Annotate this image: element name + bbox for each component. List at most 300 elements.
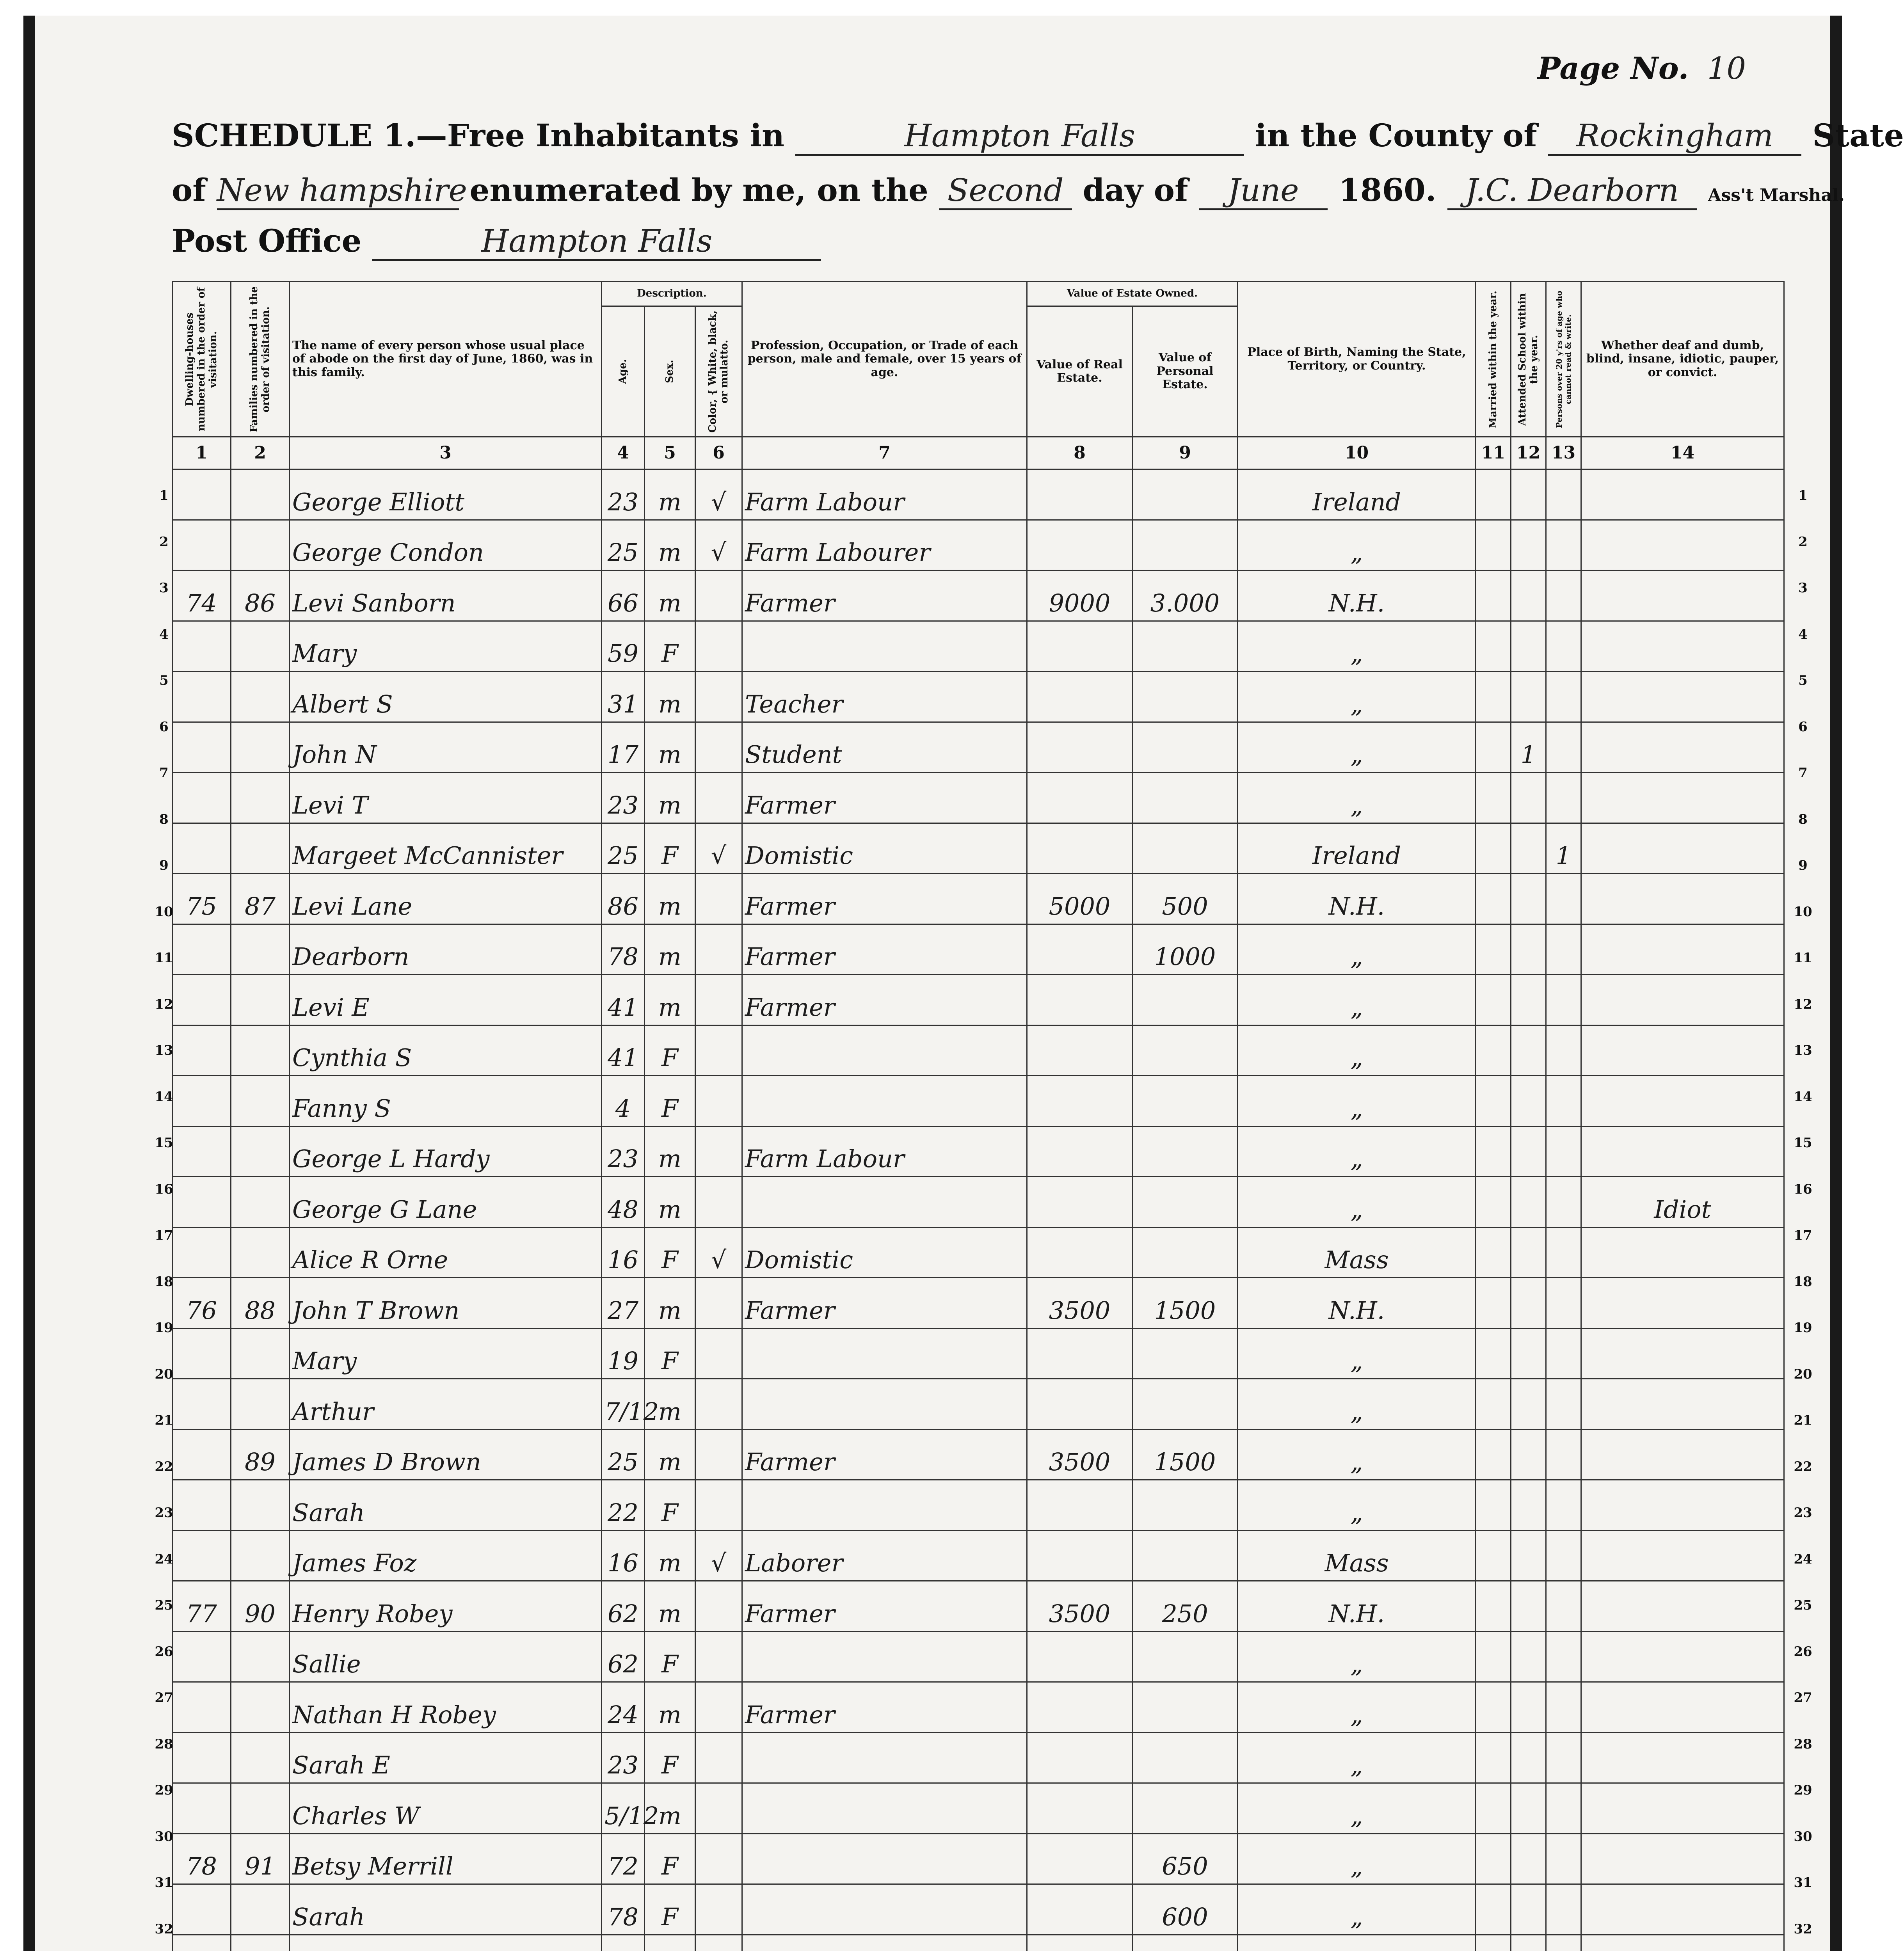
age-cell: 4 — [602, 1076, 645, 1127]
real-estate-cell — [1027, 1227, 1132, 1278]
sex-cell: F — [645, 1025, 695, 1076]
sex-cell: m — [645, 1379, 695, 1430]
birthplace-cell: „ — [1238, 1834, 1476, 1884]
line-number: 15 — [1794, 1135, 1812, 1151]
line-number: 9 — [1798, 858, 1808, 873]
dwelling-number — [172, 1935, 231, 1951]
family-number: 91 — [231, 1834, 290, 1884]
sex-cell: F — [645, 1884, 695, 1935]
line-number: 2 — [1798, 534, 1808, 550]
personal-estate-cell — [1132, 469, 1238, 520]
cannot-read-cell — [1546, 1076, 1581, 1127]
color-cell — [695, 722, 742, 773]
sex-cell: F — [645, 1076, 695, 1127]
married-cell — [1476, 1328, 1511, 1379]
school-cell — [1511, 1834, 1546, 1884]
married-cell — [1476, 1076, 1511, 1127]
age-cell: 7/12 — [602, 1379, 645, 1430]
line-number: 27 — [1794, 1690, 1812, 1706]
condition-cell — [1581, 672, 1784, 722]
occupation-cell: Farmer — [742, 1682, 1027, 1733]
married-cell — [1476, 1732, 1511, 1783]
birthplace-cell: „ — [1238, 975, 1476, 1025]
dwelling-number — [172, 1025, 231, 1076]
color-cell — [695, 975, 742, 1025]
personal-estate-cell — [1132, 1631, 1238, 1682]
dwelling-number — [172, 1884, 231, 1935]
color-cell — [695, 1480, 742, 1531]
person-name: Nathan H Robey — [290, 1682, 602, 1733]
dwelling-number — [172, 1682, 231, 1733]
line-number: 1 — [1798, 488, 1808, 503]
line-number: 8 — [159, 811, 169, 827]
condition-cell — [1581, 1530, 1784, 1581]
real-estate-cell — [1027, 1732, 1132, 1783]
col-color-head: Color, { White, black, or mulatto. — [695, 306, 742, 437]
school-cell — [1511, 1429, 1546, 1480]
personal-estate-cell — [1132, 975, 1238, 1025]
married-cell — [1476, 1379, 1511, 1430]
post-office-label: Post Office — [172, 222, 362, 259]
condition-cell: Idiot — [1581, 1177, 1784, 1228]
married-cell — [1476, 1480, 1511, 1531]
state-value: New hampshire — [217, 172, 459, 210]
family-number — [231, 722, 290, 773]
married-cell — [1476, 1177, 1511, 1228]
col-birthplace-head: Place of Birth, Naming the State, Territory, or Country. — [1238, 282, 1476, 437]
dwelling-number — [172, 823, 231, 874]
dwelling-number — [172, 1480, 231, 1531]
school-cell — [1511, 1884, 1546, 1935]
real-estate-cell — [1027, 1076, 1132, 1127]
color-cell — [695, 1025, 742, 1076]
line-number: 11 — [155, 950, 173, 966]
age-cell: 16 — [602, 1227, 645, 1278]
birthplace-cell: „ — [1238, 1429, 1476, 1480]
married-cell — [1476, 1278, 1511, 1329]
occupation-cell — [742, 1177, 1027, 1228]
personal-estate-cell: 600 — [1132, 1884, 1238, 1935]
cannot-read-cell — [1546, 1682, 1581, 1733]
post-office-value: Hampton Falls — [372, 223, 821, 261]
line-number: 19 — [1794, 1320, 1812, 1336]
real-estate-cell — [1027, 1935, 1132, 1951]
line-number: 27 — [155, 1690, 173, 1706]
table-row — [172, 1935, 1784, 1951]
line-number: 19 — [155, 1320, 173, 1336]
personal-estate-cell — [1132, 1480, 1238, 1531]
line-number: 25 — [1794, 1597, 1812, 1613]
line-number: 31 — [155, 1875, 173, 1891]
married-cell — [1476, 570, 1511, 621]
cannot-read-cell — [1546, 874, 1581, 924]
line-number: 6 — [159, 719, 169, 735]
dwelling-number — [172, 1379, 231, 1430]
family-number: 86 — [231, 570, 290, 621]
family-number — [231, 469, 290, 520]
real-estate-cell — [1027, 1884, 1132, 1935]
condition-cell — [1581, 1631, 1784, 1682]
birthplace-cell: „ — [1238, 1884, 1476, 1935]
married-cell — [1476, 1126, 1511, 1177]
sex-cell: F — [645, 1834, 695, 1884]
color-cell — [695, 1076, 742, 1127]
line-number: 7 — [159, 765, 169, 781]
line-number: 4 — [1798, 626, 1808, 642]
school-cell — [1511, 1177, 1546, 1228]
occupation-cell: Farmer — [742, 1581, 1027, 1632]
line-number: 21 — [1794, 1413, 1812, 1428]
year-value: 1860. — [1339, 172, 1436, 208]
family-number — [231, 924, 290, 975]
birthplace-cell: „ — [1238, 1631, 1476, 1682]
occupation-cell: Student — [742, 722, 1027, 773]
cannot-read-cell — [1546, 924, 1581, 975]
birthplace-cell: „ — [1238, 1379, 1476, 1430]
occupation-cell: Farmer — [742, 773, 1027, 823]
married-cell — [1476, 621, 1511, 672]
condition-cell — [1581, 823, 1784, 874]
real-estate-cell — [1027, 1530, 1132, 1581]
line-number: 26 — [1794, 1644, 1812, 1660]
school-cell — [1511, 1530, 1546, 1581]
marshal-label: Ass't Marshal. — [1708, 185, 1845, 205]
line-number: 23 — [155, 1505, 173, 1521]
person-name: George Elliott — [290, 469, 602, 520]
line-number: 16 — [1794, 1181, 1812, 1197]
condition-cell — [1581, 1884, 1784, 1935]
table-row — [172, 773, 1784, 823]
personal-estate-cell — [1132, 1732, 1238, 1783]
color-cell — [695, 570, 742, 621]
color-cell — [695, 1278, 742, 1329]
column-number: 7 — [742, 437, 1027, 469]
birthplace-cell: Mass — [1238, 1530, 1476, 1581]
personal-estate-cell — [1132, 1227, 1238, 1278]
age-cell: 48 — [602, 1177, 645, 1228]
table-row — [172, 1581, 1784, 1632]
color-cell — [695, 1935, 742, 1951]
table-row — [172, 1126, 1784, 1177]
color-cell: √ — [695, 1530, 742, 1581]
sex-cell: F — [645, 621, 695, 672]
age-cell: 86 — [602, 874, 645, 924]
occupation-cell: Farmer — [742, 924, 1027, 975]
real-estate-cell: 3500 — [1027, 1278, 1132, 1329]
color-cell: √ — [695, 469, 742, 520]
column-number: 13 — [1546, 437, 1581, 469]
occupation-cell — [742, 1834, 1027, 1884]
age-cell: 22 — [602, 1480, 645, 1531]
cannot-read-cell — [1546, 1328, 1581, 1379]
table-row — [172, 1732, 1784, 1783]
person-name: Sarah E — [290, 1732, 602, 1783]
line-number: 14 — [155, 1089, 173, 1105]
person-name: Levi T — [290, 773, 602, 823]
dwelling-number — [172, 1732, 231, 1783]
condition-cell — [1581, 874, 1784, 924]
birthplace-cell: N.H. — [1238, 874, 1476, 924]
cannot-read-cell — [1546, 1480, 1581, 1531]
dwelling-number — [172, 1530, 231, 1581]
family-number — [231, 1126, 290, 1177]
color-cell: √ — [695, 823, 742, 874]
real-estate-cell: 9000 — [1027, 570, 1132, 621]
age-cell: 16 — [602, 1530, 645, 1581]
condition-cell — [1581, 722, 1784, 773]
person-name: Levi Sanborn — [290, 570, 602, 621]
married-cell — [1476, 722, 1511, 773]
birthplace-cell: Ireland — [1238, 469, 1476, 520]
real-estate-cell — [1027, 1328, 1132, 1379]
dwelling-number — [172, 1177, 231, 1228]
school-cell — [1511, 570, 1546, 621]
birthplace-cell: „ — [1238, 621, 1476, 672]
real-estate-cell — [1027, 722, 1132, 773]
real-estate-cell — [1027, 469, 1132, 520]
color-cell — [695, 1581, 742, 1632]
color-cell — [695, 1379, 742, 1430]
cannot-read-cell — [1546, 1732, 1581, 1783]
sex-cell: m — [645, 1278, 695, 1329]
color-cell — [695, 773, 742, 823]
married-cell — [1476, 773, 1511, 823]
age-cell: 27 — [602, 1278, 645, 1329]
column-number: 12 — [1511, 437, 1546, 469]
person-name: Fanny S — [290, 1076, 602, 1127]
family-number — [231, 773, 290, 823]
person-name: Sarah — [290, 1884, 602, 1935]
marshal-value: J.C. Dearborn — [1447, 172, 1697, 210]
person-name: Margeet McCannister — [290, 823, 602, 874]
sex-cell: F — [645, 1631, 695, 1682]
personal-estate-cell — [1132, 1783, 1238, 1834]
family-number — [231, 1076, 290, 1127]
person-name: Levi E — [290, 975, 602, 1025]
col-sex-head: Sex. — [645, 306, 695, 437]
cannot-read-cell — [1546, 1530, 1581, 1581]
sex-cell: F — [645, 823, 695, 874]
line-number: 28 — [1794, 1736, 1812, 1752]
table-body — [172, 469, 1784, 1951]
line-number: 3 — [159, 580, 169, 596]
line-number: 13 — [1794, 1043, 1812, 1058]
sex-cell: F — [645, 1732, 695, 1783]
page-number-value: 10 — [1707, 51, 1746, 86]
real-estate-cell — [1027, 823, 1132, 874]
person-name: Cynthia S — [290, 1025, 602, 1076]
occupation-cell: Farm Labour — [742, 1126, 1027, 1177]
personal-estate-cell: 1500 — [1132, 1429, 1238, 1480]
school-cell — [1511, 1379, 1546, 1430]
dwelling-number: 77 — [172, 1581, 231, 1632]
of-label: of — [172, 172, 206, 208]
table-row — [172, 1227, 1784, 1278]
birthplace-cell: „ — [1238, 1328, 1476, 1379]
family-number — [231, 1783, 290, 1834]
sex-cell: m — [645, 469, 695, 520]
real-estate-cell: 3500 — [1027, 1429, 1132, 1480]
dwelling-number: 78 — [172, 1834, 231, 1884]
color-cell — [695, 1126, 742, 1177]
school-cell — [1511, 672, 1546, 722]
condition-cell — [1581, 1379, 1784, 1430]
line-number: 22 — [1794, 1459, 1812, 1475]
cannot-read-cell: 1 — [1546, 823, 1581, 874]
color-cell — [695, 1328, 742, 1379]
birthplace-cell — [1238, 1935, 1476, 1951]
married-cell — [1476, 520, 1511, 570]
personal-estate-cell — [1132, 1025, 1238, 1076]
column-number: 3 — [290, 437, 602, 469]
table-row — [172, 1884, 1784, 1935]
dwelling-number: 74 — [172, 570, 231, 621]
cannot-read-cell — [1546, 773, 1581, 823]
married-cell — [1476, 1682, 1511, 1733]
cannot-read-cell — [1546, 1783, 1581, 1834]
birthplace-cell: „ — [1238, 1076, 1476, 1127]
cannot-read-cell — [1546, 672, 1581, 722]
sex-cell: F — [645, 1227, 695, 1278]
line-number: 6 — [1798, 719, 1808, 735]
table-row — [172, 672, 1784, 722]
line-number: 21 — [155, 1413, 173, 1428]
family-number — [231, 1379, 290, 1430]
school-cell — [1511, 1581, 1546, 1632]
family-number — [231, 520, 290, 570]
town-value: Hampton Falls — [795, 117, 1244, 156]
table-row — [172, 621, 1784, 672]
table-row — [172, 1631, 1784, 1682]
condition-cell — [1581, 1126, 1784, 1177]
line-number: 25 — [155, 1597, 173, 1613]
married-cell — [1476, 1025, 1511, 1076]
birthplace-cell: „ — [1238, 1177, 1476, 1228]
column-number: 1 — [172, 437, 231, 469]
person-name: George L Hardy — [290, 1126, 602, 1177]
sex-cell — [645, 1935, 695, 1951]
real-estate-cell — [1027, 975, 1132, 1025]
col-name-head: The name of every person whose usual place of abode on the first day of June, 1860, was in this family. — [290, 282, 602, 437]
family-number — [231, 1328, 290, 1379]
condition-cell — [1581, 1480, 1784, 1531]
color-cell — [695, 924, 742, 975]
occupation-cell — [742, 621, 1027, 672]
condition-cell — [1581, 1834, 1784, 1884]
dwelling-number — [172, 1076, 231, 1127]
family-number — [231, 1935, 290, 1951]
personal-estate-cell — [1132, 1379, 1238, 1430]
header-line-2 — [172, 172, 1845, 210]
line-number: 15 — [155, 1135, 173, 1151]
sex-cell: m — [645, 520, 695, 570]
age-cell: 23 — [602, 773, 645, 823]
married-cell — [1476, 469, 1511, 520]
condition-cell — [1581, 1732, 1784, 1783]
person-name: Mary — [290, 1328, 602, 1379]
occupation-cell — [742, 1732, 1027, 1783]
birthplace-cell: N.H. — [1238, 1581, 1476, 1632]
table-row — [172, 924, 1784, 975]
school-cell — [1511, 1732, 1546, 1783]
personal-estate-cell — [1132, 1682, 1238, 1733]
color-cell — [695, 1834, 742, 1884]
day-value: Second — [939, 172, 1072, 210]
line-number: 16 — [155, 1181, 173, 1197]
sex-cell: m — [645, 975, 695, 1025]
school-cell — [1511, 1126, 1546, 1177]
sex-cell: m — [645, 924, 695, 975]
family-number: 89 — [231, 1429, 290, 1480]
condition-cell — [1581, 924, 1784, 975]
personal-estate-cell — [1132, 1076, 1238, 1127]
line-number: 29 — [155, 1782, 173, 1798]
line-number: 23 — [1794, 1505, 1812, 1521]
real-estate-cell — [1027, 1480, 1132, 1531]
age-cell: 23 — [602, 469, 645, 520]
married-cell — [1476, 823, 1511, 874]
table-row — [172, 1328, 1784, 1379]
family-number — [231, 1631, 290, 1682]
cannot-read-cell — [1546, 1884, 1581, 1935]
real-estate-cell — [1027, 1631, 1132, 1682]
sex-cell: m — [645, 1429, 695, 1480]
person-name: James Foz — [290, 1530, 602, 1581]
cannot-read-cell — [1546, 1278, 1581, 1329]
col-family-head: Families numbered in the order of visitation. — [231, 282, 290, 437]
col-age-head: Age. — [602, 306, 645, 437]
age-cell: 23 — [602, 1126, 645, 1177]
line-number: 2 — [159, 534, 169, 550]
condition-cell — [1581, 1025, 1784, 1076]
table-row — [172, 469, 1784, 520]
col-dwelling-head: Dwelling-houses numbered in the order of visitation. — [172, 282, 231, 437]
personal-estate-cell — [1132, 1935, 1238, 1951]
sex-cell: F — [645, 1480, 695, 1531]
cannot-read-cell — [1546, 570, 1581, 621]
dwelling-number — [172, 520, 231, 570]
condition-cell — [1581, 621, 1784, 672]
occupation-cell: Domistic — [742, 823, 1027, 874]
school-cell — [1511, 773, 1546, 823]
line-number: 30 — [1794, 1828, 1812, 1844]
occupation-cell: Farmer — [742, 1278, 1027, 1329]
real-estate-cell — [1027, 1834, 1132, 1884]
family-number — [231, 1025, 290, 1076]
occupation-cell — [742, 1631, 1027, 1682]
occupation-cell: Teacher — [742, 672, 1027, 722]
person-name: Levi Lane — [290, 874, 602, 924]
occupation-cell: Farmer — [742, 570, 1027, 621]
dwelling-number: 76 — [172, 1278, 231, 1329]
line-number: 28 — [155, 1736, 173, 1752]
line-number: 26 — [155, 1644, 173, 1660]
age-cell: 78 — [602, 924, 645, 975]
cannot-read-cell — [1546, 722, 1581, 773]
table-row — [172, 722, 1784, 773]
personal-estate-cell — [1132, 773, 1238, 823]
condition-cell — [1581, 1227, 1784, 1278]
age-cell: 23 — [602, 1732, 645, 1783]
column-number: 4 — [602, 437, 645, 469]
dwelling-number — [172, 621, 231, 672]
county-value: Rockingham — [1548, 117, 1801, 156]
condition-cell — [1581, 1076, 1784, 1127]
real-estate-cell — [1027, 1126, 1132, 1177]
occupation-cell — [742, 1480, 1027, 1531]
real-estate-cell: 5000 — [1027, 874, 1132, 924]
age-cell: 24 — [602, 1682, 645, 1733]
